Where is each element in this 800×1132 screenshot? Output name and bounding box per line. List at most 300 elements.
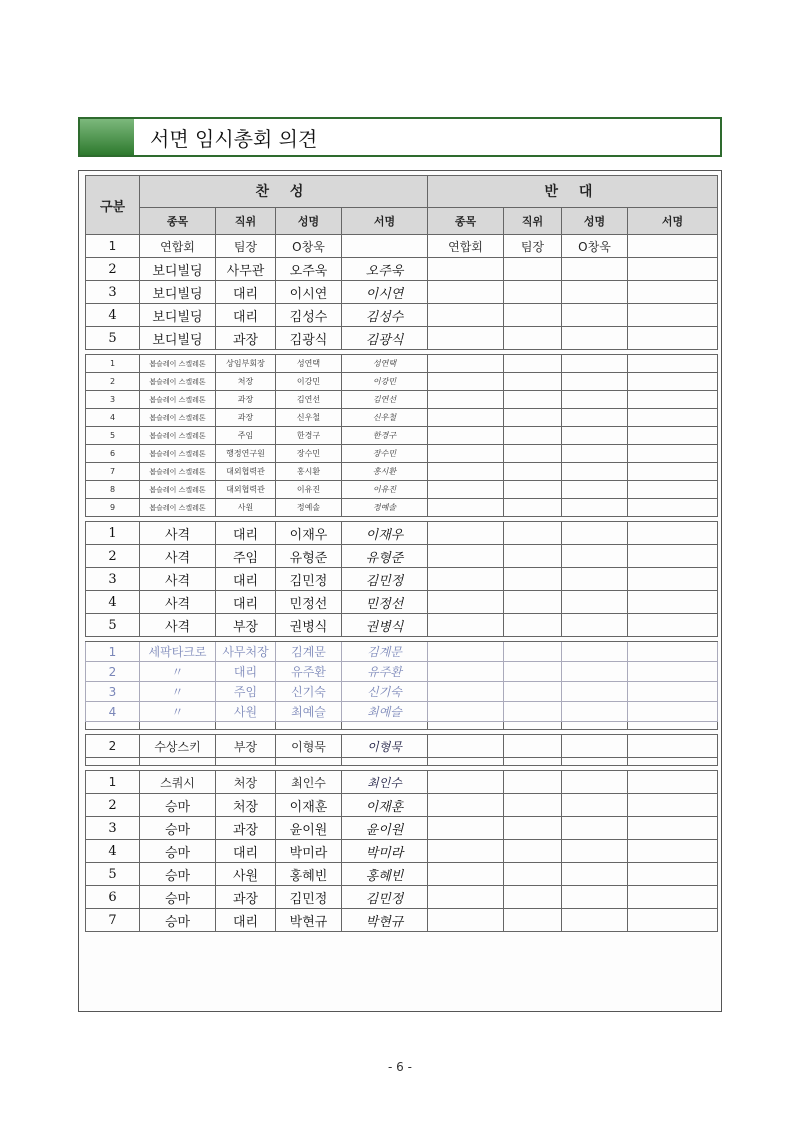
name-cell: 권병식 (276, 614, 342, 637)
cropped-cell (342, 722, 428, 730)
empty-against-cell (628, 445, 718, 463)
table-row (86, 445, 718, 463)
row-number: 5 (86, 863, 140, 886)
row-number: 4 (86, 304, 140, 327)
empty-against-cell (562, 591, 628, 614)
name-cell: 이유진 (276, 481, 342, 499)
empty-against-cell (428, 409, 504, 427)
empty-against-cell (504, 391, 562, 409)
col-header: 서명 (628, 207, 718, 234)
signature-cell: 권병식 (342, 614, 428, 637)
position-cell: 팀장 (216, 235, 276, 258)
cropped-cell (504, 722, 562, 730)
empty-against-cell (428, 545, 504, 568)
empty-against-cell (628, 427, 718, 445)
empty-against-cell (562, 391, 628, 409)
empty-against-cell (628, 327, 718, 350)
name-cell: 윤이원 (276, 817, 342, 840)
table-row (86, 591, 718, 614)
table-row (86, 522, 718, 545)
cropped-cell (562, 722, 628, 730)
empty-against-cell (428, 662, 504, 682)
row-number: 3 (86, 817, 140, 840)
empty-against-cell (428, 702, 504, 722)
org-cell: 사격 (140, 522, 216, 545)
cropped-row (86, 722, 718, 730)
org-cell: 봅슬레이 스켈레톤 (140, 409, 216, 427)
empty-against-cell (562, 373, 628, 391)
empty-against-cell (562, 545, 628, 568)
header-row-2 (86, 207, 718, 234)
name-cell: 민정선 (276, 591, 342, 614)
position-cell: 주임 (216, 545, 276, 568)
empty-against-cell (428, 355, 504, 373)
empty-against-cell (504, 682, 562, 702)
org-cell: 〃 (140, 702, 216, 722)
signature-cell: 장수민 (342, 445, 428, 463)
name-cell: 한경구 (276, 427, 342, 445)
org-cell: 승마 (140, 840, 216, 863)
signature-cell: 김민정 (342, 568, 428, 591)
page-number: - 6 - (388, 1060, 412, 1074)
name-cell: 유형준 (276, 545, 342, 568)
empty-against-cell (428, 642, 504, 662)
table-row (86, 327, 718, 350)
scanned-form (78, 170, 722, 1012)
header-row-1 (86, 176, 718, 208)
name-cell: 최예슬 (276, 702, 342, 722)
empty-against-cell (628, 545, 718, 568)
empty-against-cell (428, 817, 504, 840)
col-header: 직위 (216, 207, 276, 234)
empty-against-cell (428, 568, 504, 591)
cropped-cell (140, 722, 216, 730)
signature-cell (342, 235, 428, 258)
signature-cell: 김성수 (342, 304, 428, 327)
table-row (86, 642, 718, 662)
org-cell: 승마 (140, 909, 216, 932)
empty-against-cell (504, 568, 562, 591)
position-cell: 부장 (216, 735, 276, 758)
empty-against-cell (428, 373, 504, 391)
org-cell: 보디빌딩 (140, 304, 216, 327)
empty-against-cell (504, 304, 562, 327)
favor-header: 찬 성 (140, 176, 428, 208)
empty-against-cell (628, 481, 718, 499)
empty-against-cell (628, 522, 718, 545)
name-cell: 김계문 (276, 642, 342, 662)
cropped-cell (86, 758, 140, 766)
cropped-cell (628, 722, 718, 730)
empty-against-cell (504, 545, 562, 568)
table-row (86, 304, 718, 327)
empty-against-cell (562, 522, 628, 545)
name-cell: 정예솔 (276, 499, 342, 517)
name-cell: 신우철 (276, 409, 342, 427)
org-cell: 사격 (140, 614, 216, 637)
position-cell: 과장 (216, 391, 276, 409)
empty-against-cell (562, 840, 628, 863)
col-header: 성명 (562, 207, 628, 234)
position-cell: 처장 (216, 373, 276, 391)
row-number: 6 (86, 445, 140, 463)
signature-cell: 이유진 (342, 481, 428, 499)
row-number: 1 (86, 235, 140, 258)
org-cell: 봅슬레이 스켈레톤 (140, 445, 216, 463)
row-number: 2 (86, 735, 140, 758)
empty-against-cell (428, 499, 504, 517)
title-accent-block (80, 119, 134, 155)
table-row (86, 281, 718, 304)
section-title-box (78, 117, 722, 157)
signature-cell: 신우철 (342, 409, 428, 427)
empty-against-cell (562, 662, 628, 682)
empty-against-cell (628, 909, 718, 932)
org-cell: 승마 (140, 794, 216, 817)
table-row (86, 614, 718, 637)
row-number: 2 (86, 258, 140, 281)
position-cell: 사무처장 (216, 642, 276, 662)
signature-cell: 박현규 (342, 909, 428, 932)
signature-cell: 민정선 (342, 591, 428, 614)
name-cell: 박현규 (276, 909, 342, 932)
org-cell: 보디빌딩 (140, 327, 216, 350)
position-cell: 대리 (216, 662, 276, 682)
empty-against-cell (628, 771, 718, 794)
position-cell: 처장 (216, 794, 276, 817)
org-cell: 보디빌딩 (140, 281, 216, 304)
row-number: 3 (86, 682, 140, 702)
empty-against-cell (504, 481, 562, 499)
signature-cell: 이형묵 (342, 735, 428, 758)
org-cell: 사격 (140, 568, 216, 591)
signature-cell: 홍혜빈 (342, 863, 428, 886)
position-cell: 대리 (216, 304, 276, 327)
table-row (86, 568, 718, 591)
name-cell: 신기숙 (276, 682, 342, 702)
empty-against-cell (562, 817, 628, 840)
org-cell: 승마 (140, 886, 216, 909)
empty-against-cell (562, 771, 628, 794)
row-number: 2 (86, 373, 140, 391)
empty-against-cell (562, 863, 628, 886)
table-row (86, 427, 718, 445)
empty-against-cell (628, 568, 718, 591)
empty-against-cell (428, 614, 504, 637)
table-row (86, 794, 718, 817)
empty-against-cell (504, 409, 562, 427)
table-row (86, 682, 718, 702)
org-cell: 〃 (140, 662, 216, 682)
name-cell: 성연택 (276, 355, 342, 373)
against-name-cell: O창욱 (562, 235, 628, 258)
row-number: 6 (86, 886, 140, 909)
cropped-cell (428, 758, 504, 766)
empty-against-cell (628, 735, 718, 758)
row-number: 5 (86, 327, 140, 350)
empty-against-cell (562, 682, 628, 702)
table-row (86, 735, 718, 758)
empty-against-cell (504, 909, 562, 932)
empty-against-cell (428, 840, 504, 863)
empty-against-cell (504, 591, 562, 614)
table-row (86, 662, 718, 682)
empty-against-cell (428, 735, 504, 758)
row-number: 5 (86, 614, 140, 637)
signature-cell: 김연선 (342, 391, 428, 409)
position-cell: 과장 (216, 409, 276, 427)
empty-against-cell (628, 391, 718, 409)
row-number: 4 (86, 591, 140, 614)
empty-against-cell (628, 463, 718, 481)
name-cell: 김연선 (276, 391, 342, 409)
signature-cell: 박미라 (342, 840, 428, 863)
empty-against-cell (504, 817, 562, 840)
name-cell: 이재우 (276, 522, 342, 545)
empty-against-cell (562, 258, 628, 281)
cropped-cell (216, 758, 276, 766)
position-cell: 대리 (216, 840, 276, 863)
page-title: 서면 임시총회 의견 (150, 127, 318, 151)
empty-against-cell (628, 281, 718, 304)
empty-against-cell (628, 355, 718, 373)
position-cell: 부장 (216, 614, 276, 637)
against-signature-cell (628, 235, 718, 258)
org-cell: 봅슬레이 스켈레톤 (140, 427, 216, 445)
empty-against-cell (562, 409, 628, 427)
name-cell: 이형묵 (276, 735, 342, 758)
empty-against-cell (428, 304, 504, 327)
row-number: 2 (86, 794, 140, 817)
org-cell: 봅슬레이 스켈레톤 (140, 463, 216, 481)
signature-cell: 유주환 (342, 662, 428, 682)
empty-against-cell (628, 817, 718, 840)
empty-against-cell (628, 794, 718, 817)
empty-against-cell (562, 481, 628, 499)
empty-against-cell (628, 409, 718, 427)
signature-cell: 김광식 (342, 327, 428, 350)
cropped-row (86, 758, 718, 766)
empty-against-cell (504, 771, 562, 794)
org-cell: 봅슬레이 스켈레톤 (140, 481, 216, 499)
row-number: 2 (86, 662, 140, 682)
table-row (86, 391, 718, 409)
empty-against-cell (628, 863, 718, 886)
cropped-cell (342, 758, 428, 766)
empty-against-cell (428, 391, 504, 409)
cropped-cell (562, 758, 628, 766)
empty-against-cell (562, 909, 628, 932)
position-cell: 과장 (216, 817, 276, 840)
name-cell: 홍혜빈 (276, 863, 342, 886)
position-cell: 사원 (216, 863, 276, 886)
empty-against-cell (562, 886, 628, 909)
row-number: 1 (86, 642, 140, 662)
empty-against-cell (504, 702, 562, 722)
table-row (86, 909, 718, 932)
row-number: 1 (86, 522, 140, 545)
empty-against-cell (504, 258, 562, 281)
row-number: 3 (86, 281, 140, 304)
cropped-cell (628, 758, 718, 766)
position-cell: 대외협력관 (216, 481, 276, 499)
signature-cell: 신기숙 (342, 682, 428, 702)
empty-against-cell (428, 682, 504, 702)
position-cell: 행정연구원 (216, 445, 276, 463)
position-cell: 과장 (216, 886, 276, 909)
org-cell: 세팍타크로 (140, 642, 216, 662)
org-cell: 봅슬레이 스켈레톤 (140, 499, 216, 517)
empty-against-cell (504, 427, 562, 445)
empty-against-cell (504, 662, 562, 682)
empty-against-cell (504, 499, 562, 517)
empty-against-cell (628, 886, 718, 909)
empty-against-cell (504, 445, 562, 463)
empty-against-cell (562, 427, 628, 445)
name-cell: 김민정 (276, 886, 342, 909)
position-cell: 대리 (216, 568, 276, 591)
empty-against-cell (628, 614, 718, 637)
empty-against-cell (504, 840, 562, 863)
table-row (86, 545, 718, 568)
name-cell: 이시연 (276, 281, 342, 304)
org-cell: 사격 (140, 591, 216, 614)
empty-against-cell (428, 427, 504, 445)
empty-against-cell (504, 886, 562, 909)
org-cell: 봅슬레이 스켈레톤 (140, 373, 216, 391)
row-number: 3 (86, 568, 140, 591)
signature-cell: 오주욱 (342, 258, 428, 281)
empty-against-cell (428, 327, 504, 350)
org-cell: 봅슬레이 스켈레톤 (140, 355, 216, 373)
signature-cell: 최예슬 (342, 702, 428, 722)
empty-against-cell (628, 702, 718, 722)
signature-cell: 이시연 (342, 281, 428, 304)
gubun-header: 구분 (86, 176, 140, 235)
empty-against-cell (628, 682, 718, 702)
empty-against-cell (428, 258, 504, 281)
org-cell: 보디빌딩 (140, 258, 216, 281)
position-cell: 대리 (216, 281, 276, 304)
empty-against-cell (562, 445, 628, 463)
row-number: 7 (86, 909, 140, 932)
row-number: 4 (86, 840, 140, 863)
table-row (86, 702, 718, 722)
position-cell: 대리 (216, 591, 276, 614)
against-org-cell: 연합회 (428, 235, 504, 258)
empty-against-cell (504, 794, 562, 817)
table-row (86, 481, 718, 499)
empty-against-cell (562, 794, 628, 817)
row-number: 7 (86, 463, 140, 481)
empty-against-cell (628, 642, 718, 662)
position-cell: 사무관 (216, 258, 276, 281)
row-number: 4 (86, 409, 140, 427)
signature-cell: 정예솔 (342, 499, 428, 517)
against-header: 반 대 (428, 176, 718, 208)
empty-against-cell (428, 886, 504, 909)
col-header: 종목 (140, 207, 216, 234)
position-cell: 사원 (216, 702, 276, 722)
name-cell: 장수민 (276, 445, 342, 463)
position-cell: 과장 (216, 327, 276, 350)
empty-against-cell (504, 863, 562, 886)
org-cell: 봅슬레이 스켈레톤 (140, 391, 216, 409)
signature-cell: 성연택 (342, 355, 428, 373)
signature-cell: 한경구 (342, 427, 428, 445)
table-row (86, 771, 718, 794)
org-cell: 수상스키 (140, 735, 216, 758)
empty-against-cell (562, 281, 628, 304)
table-row (86, 817, 718, 840)
name-cell: 오주욱 (276, 258, 342, 281)
name-cell: O창욱 (276, 235, 342, 258)
name-cell: 최인수 (276, 771, 342, 794)
empty-against-cell (428, 481, 504, 499)
signature-cell: 최인수 (342, 771, 428, 794)
empty-against-cell (428, 909, 504, 932)
empty-against-cell (504, 522, 562, 545)
empty-against-cell (562, 327, 628, 350)
signature-cell: 이강민 (342, 373, 428, 391)
empty-against-cell (504, 281, 562, 304)
signature-cell: 김민정 (342, 886, 428, 909)
empty-against-cell (428, 522, 504, 545)
empty-against-cell (562, 614, 628, 637)
position-cell: 주임 (216, 682, 276, 702)
name-cell: 이재훈 (276, 794, 342, 817)
cropped-cell (140, 758, 216, 766)
empty-against-cell (504, 614, 562, 637)
cropped-cell (276, 722, 342, 730)
empty-against-cell (562, 499, 628, 517)
signature-cell: 이재훈 (342, 794, 428, 817)
empty-against-cell (504, 373, 562, 391)
empty-against-cell (504, 642, 562, 662)
col-header: 성명 (276, 207, 342, 234)
empty-against-cell (504, 463, 562, 481)
name-cell: 김민정 (276, 568, 342, 591)
empty-against-cell (562, 702, 628, 722)
row-number: 8 (86, 481, 140, 499)
org-cell: 승마 (140, 817, 216, 840)
table-row (86, 886, 718, 909)
empty-against-cell (428, 771, 504, 794)
name-cell: 유주환 (276, 662, 342, 682)
cropped-cell (276, 758, 342, 766)
signature-cell: 김계문 (342, 642, 428, 662)
empty-against-cell (428, 463, 504, 481)
org-cell: 승마 (140, 863, 216, 886)
position-cell: 사원 (216, 499, 276, 517)
empty-against-cell (628, 840, 718, 863)
name-cell: 홍시환 (276, 463, 342, 481)
name-cell: 김성수 (276, 304, 342, 327)
table-row (86, 463, 718, 481)
table-row (86, 499, 718, 517)
empty-against-cell (562, 568, 628, 591)
table-row (86, 258, 718, 281)
table-row (86, 409, 718, 427)
position-cell: 상임부회장 (216, 355, 276, 373)
empty-against-cell (562, 355, 628, 373)
signature-cell: 홍시환 (342, 463, 428, 481)
position-cell: 대리 (216, 522, 276, 545)
empty-against-cell (562, 642, 628, 662)
row-number: 1 (86, 355, 140, 373)
col-header: 서명 (342, 207, 428, 234)
row-number: 9 (86, 499, 140, 517)
